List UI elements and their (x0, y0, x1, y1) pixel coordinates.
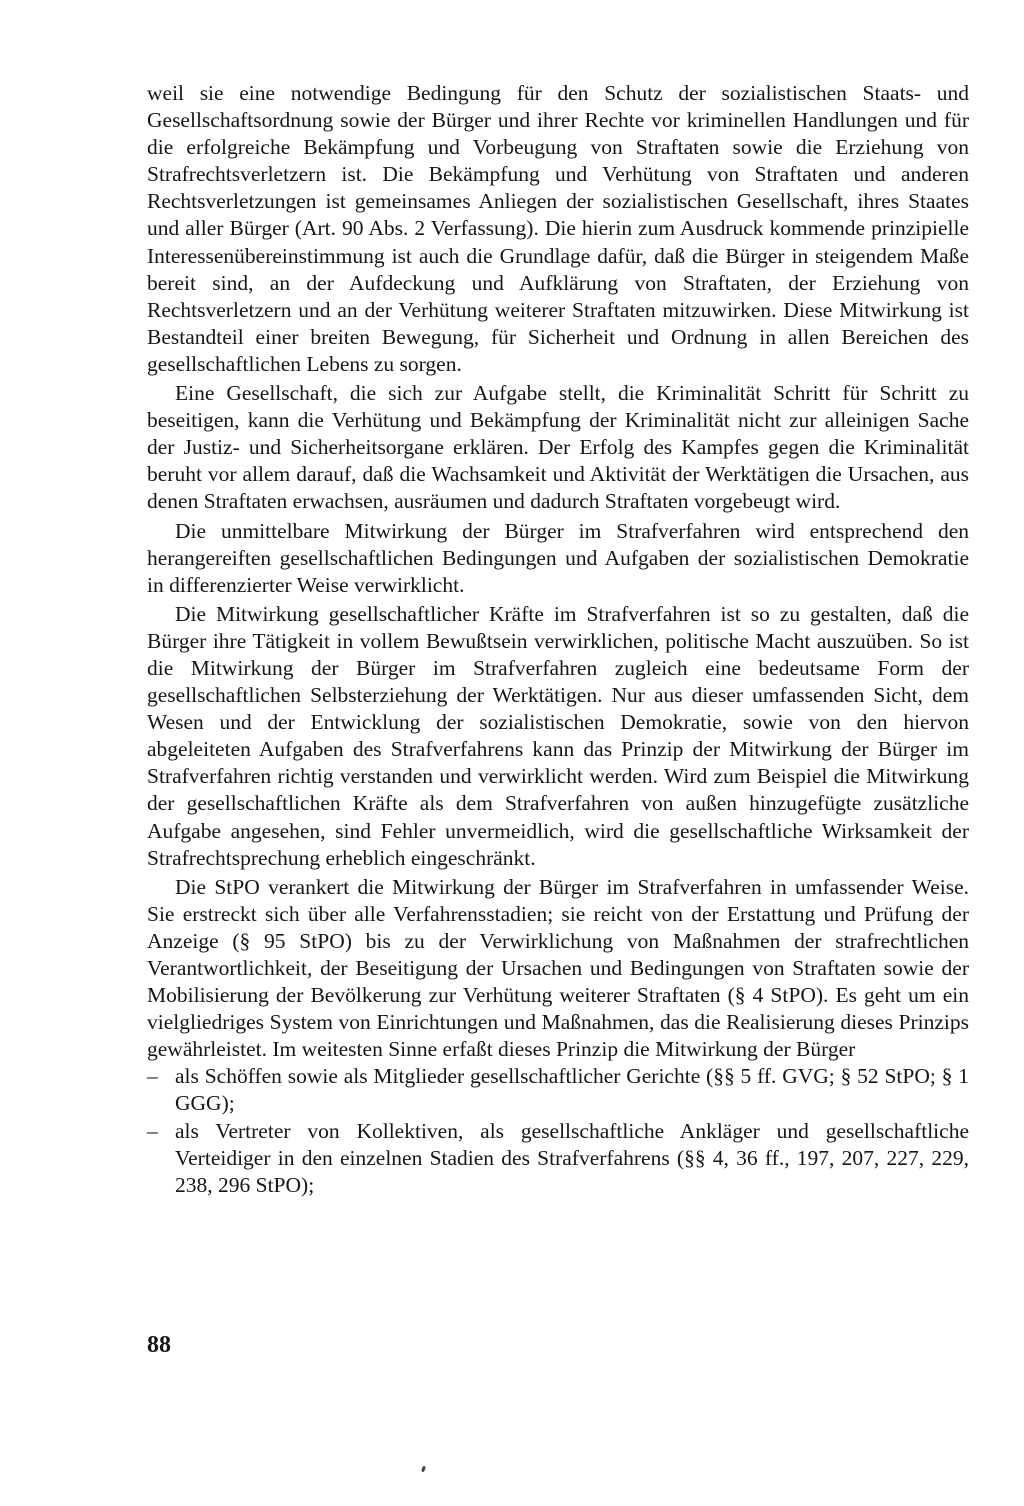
scan-speck (421, 1466, 426, 1473)
paragraph: Die StPO verankert die Mitwirkung der Bürger im Strafverfahren in umfassender Weise. Sie erstreckt sich über alle Verfahrensstadien; sie reicht von der Erstattung und Prüfung der Anzeige (§ 95 StPO) bis zu der Verwirklichung von Maßnahmen der strafrechtlichen Verantwortlichkeit, der Beseitigung der Ursachen und Bedingungen von Straftaten sowie der Mobilisierung der Bevölkerung zur Verhütung weiterer Straftaten (§ 4 StPO). Es geht um ein vielgliedriges System von Einrichtungen und Maßnahmen, das die Realisierung dieses Prinzips gewährleistet. Im weitesten Sinne erfaßt dieses Prinzip die Mitwirkung der Bürger (147, 874, 969, 1062)
dash-bullet: – (147, 1118, 158, 1143)
bullet-list (147, 1063, 969, 1198)
page-number: 88 (147, 1332, 171, 1358)
list-item (147, 1063, 969, 1117)
list-item (147, 1118, 969, 1199)
list-item-text: als Schöffen sowie als Mitglieder gesellschaftlicher Gerichte (§§ 5 ff. GVG; § 52 StPO; § 1 GGG); (175, 1064, 969, 1116)
dash-bullet: – (147, 1064, 158, 1089)
page-body (147, 80, 969, 1199)
paragraph: Eine Gesellschaft, die sich zur Aufgabe stellt, die Kriminalität Schritt für Schritt zu beseitigen, kann die Verhütung und Bekämpfung der Kriminalität nicht zur alleinigen Sache der Justiz- und Sicherheitsorgane erklären. Der Erfolg des Kampfes gegen die Kriminalität beruht vor allem darauf, daß die Wachsamkeit und Aktivität der Werktätigen die Ursachen, aus denen Straftaten erwachsen, ausräumen und dadurch Straftaten vorgebeugt wird. (147, 381, 969, 514)
list-item-text: als Vertreter von Kollektiven, als gesellschaftliche Ankläger und gesellschaftliche Verteidiger in den einzelnen Stadien des Strafverfahrens (§§ 4, 36 ff., 197, 207, 227, 229, 238, 296 StPO); (175, 1118, 969, 1197)
paragraph: weil sie eine notwendige Bedingung für den Schutz der sozialistischen Staats- und Gesellschaftsordnung sowie der Bürger und ihrer Rechte vor kriminellen Handlungen und für die erfolgreiche Bekämpfung und Vorbeugung von Straftaten sowie die Erziehung von Strafrechtsverletzern ist. Die Bekämpfung und Verhütung von Straftaten und anderen Rechtsverletzungen ist gemeinsames Anliegen der sozialistischen Gesellschaft, ihres Staates und aller Bürger (Art. 90 Abs. 2 Verfassung). Die hierin zum Ausdruck kommende prinzipielle Interessenübereinstimmung ist auch die Grundlage dafür, daß die Bürger in steigendem Maße bereit sind, an der Aufdeckung und Aufklärung von Straftaten, der Erziehung von Rechtsverletzern und an der Verhütung weiterer Straftaten mitzuwirken. Diese Mitwirkung ist Bestandteil einer breiten Bewegung, für Sicherheit und Ordnung in allen Bereichen des gesellschaftlichen Lebens zu sorgen. (147, 81, 969, 376)
paragraph: Die Mitwirkung gesellschaftlicher Kräfte im Strafverfahren ist so zu gestalten, daß die Bürger ihre Tätigkeit in vollem Bewußtsein verwirklichen, politische Macht auszuüben. So ist die Mitwirkung der Bürger im Strafverfahren zugleich eine bedeutsame Form der gesellschaftlichen Selbsterziehung der Werktätigen. Nur aus dieser umfassenden Sicht, dem Wesen und der Entwicklung der sozialistischen Demokratie, sowie von den hiervon abgeleiteten Aufgaben des Strafverfahrens kann das Prinzip der Mitwirkung der Bürger im Strafverfahren richtig verstanden und verwirklicht werden. Wird zum Beispiel die Mitwirkung der gesellschaftlichen Kräfte als dem Strafverfahren von außen hinzugefügte zusätzliche Aufgabe angesehen, sind Fehler unvermeidlich, wird die gesellschaftliche Wirksamkeit der Strafrechtsprechung erheblich eingeschränkt. (147, 601, 969, 870)
paragraph: Die unmittelbare Mitwirkung der Bürger im Strafverfahren wird entsprechend den herangereiften gesellschaftlichen Bedingungen und Aufgaben der sozialistischen Demokratie in differenzierter Weise verwirklicht. (147, 518, 969, 597)
